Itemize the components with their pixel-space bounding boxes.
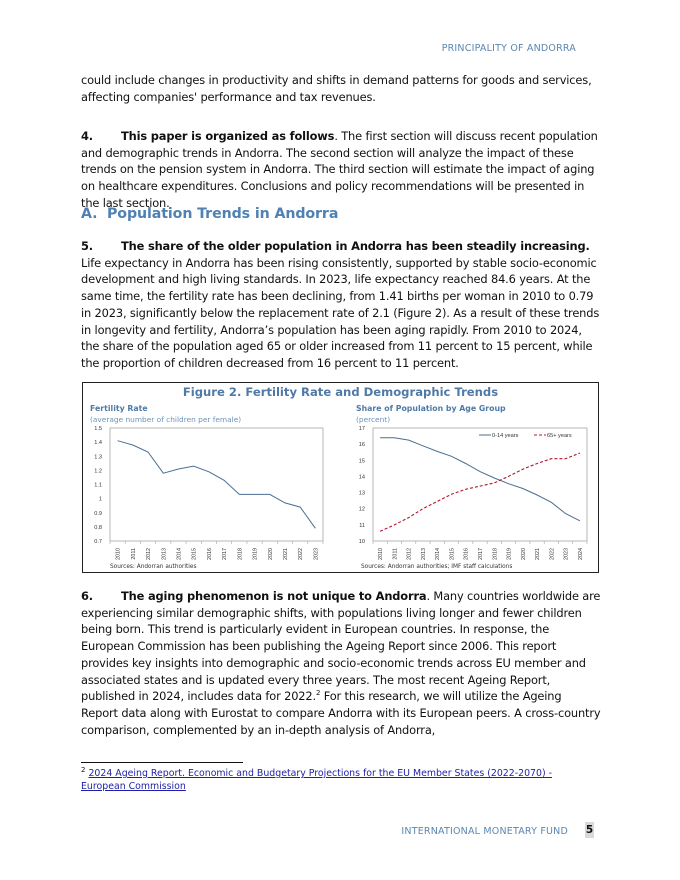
x-tick-label: 2015 [449, 548, 456, 560]
y-tick-label: 0.9 [94, 510, 102, 517]
x-tick-label: 2015 [191, 548, 198, 560]
x-tick-label: 2023 [313, 548, 320, 560]
plot-area [373, 428, 587, 541]
x-tick-label: 2014 [176, 548, 183, 560]
x-tick-label: 2020 [520, 548, 527, 560]
x-tick-label: 2023 [563, 548, 570, 560]
footnote-reference[interactable]: 2 [315, 689, 321, 698]
page-number: 5 [585, 824, 594, 836]
left-panel-title: Fertility Rate [90, 404, 148, 413]
footer-label: INTERNATIONAL MONETARY FUND [401, 826, 568, 837]
fertility-rate-chart [83, 423, 343, 563]
y-tick-label: 15 [358, 458, 365, 465]
y-tick-label: 1.2 [94, 468, 102, 475]
y-tick-label: 10 [358, 539, 365, 545]
y-tick-label: 16 [358, 442, 365, 449]
legend-entry: 0-14 years [492, 433, 519, 439]
y-tick-label: 12 [358, 506, 365, 513]
paragraph-continued: could include changes in productivity and shifts in demand patterns for goods and services, affecting companies' performance and tax revenues. [81, 73, 592, 104]
x-tick-label: 2013 [420, 548, 427, 560]
x-tick-label: 2020 [267, 548, 274, 560]
paragraph-body: . The first section will discuss recent population and demographic trends in Andorra. The second section will analyze the impact of these trends on the pension system in Andorra. The third section will estimate the impact of aging on healthcare expenditures. Conclusions and policy recommendations will be presented in the last section. [81, 129, 598, 210]
y-tick-label: 1.4 [94, 440, 102, 447]
footnote-link[interactable]: 2024 Ageing Report. Economic and Budgetary Projections for the EU Member States (2022-2070) - European Commission [81, 768, 552, 792]
running-header: PRINCIPALITY OF ANDORRA [441, 43, 576, 54]
figure-title: Figure 2. Fertility Rate and Demographic Trends [182, 385, 499, 399]
x-tick-label: 2019 [252, 548, 259, 560]
paragraph-lead: The aging phenomenon is not unique to Andorra [121, 589, 427, 603]
x-tick-label: 2024 [577, 548, 584, 560]
x-tick-label: 2021 [535, 548, 542, 560]
y-tick-label: 11 [359, 522, 365, 529]
series-line [380, 438, 580, 521]
section-title: Population Trends in Andorra [107, 206, 339, 222]
y-tick-label: 0.8 [94, 524, 102, 531]
paragraph-5 [81, 238, 601, 372]
x-tick-label: 2022 [549, 548, 556, 560]
x-tick-label: 2022 [298, 548, 305, 560]
x-tick-label: 2016 [463, 548, 470, 560]
x-tick-label: 2010 [378, 548, 385, 560]
figure-2 [82, 382, 599, 573]
y-tick-label: 1.1 [94, 482, 102, 489]
x-tick-label: 2016 [206, 548, 213, 560]
left-panel-subtitle: (average number of children per female) [90, 415, 242, 424]
plot-area [110, 428, 323, 541]
legend-entry: 65+ years [547, 433, 572, 439]
paragraph-body-continued: For this research, we will utilize the Ageing Report data along with Eurostat to compare Andorra with its European peers. A cross-country comparison, complemented by an in-depth analysis of Andorra, [81, 689, 601, 737]
footnote-separator [81, 762, 243, 763]
x-tick-label: 2013 [161, 548, 168, 560]
x-tick-label: 2012 [146, 548, 153, 560]
y-tick-label: 1 [98, 496, 102, 503]
right-panel-subtitle: (percent) [356, 415, 391, 424]
x-tick-label: 2017 [478, 548, 484, 560]
y-tick-label: 17 [358, 426, 365, 432]
y-tick-label: 13 [358, 490, 365, 497]
x-tick-label: 2018 [492, 548, 499, 560]
paragraph-lead: The share of the older population in Andorra has been steadily increasing. [121, 239, 590, 253]
paragraph-number: 5. [81, 239, 93, 253]
series-line [118, 441, 316, 529]
y-tick-label: 1.5 [94, 426, 102, 432]
x-tick-label: 2011 [130, 548, 137, 560]
right-source-note: Sources: Andorran authorities; IMF staff calculations [361, 564, 513, 570]
right-panel-title: Share of Population by Age Group [356, 404, 506, 413]
paragraph-6 [81, 588, 601, 738]
paragraph-4 [81, 128, 601, 212]
paragraph-lead: This paper is organized as follows [121, 129, 335, 143]
footnote-marker: 2 [81, 765, 86, 774]
paragraph-body: . Many countries worldwide are experiencing similar demographic shifts, with populations living longer and fewer children being born. This trend is particularly evident in European countries. In response, the European Commission has been publishing the Ageing Report since 2006. This report provides key insights into demographic and socio-economic trends across EU member and associated states and is updated every three years. The most recent Ageing Report, published in 2024, includes data for 2022. [81, 589, 601, 704]
paragraph-number: 4. [81, 129, 93, 143]
paragraph-body: Life expectancy in Andorra has been rising consistently, supported by stable socio-economic development and high living standards. In 2023, life expectancy reached 84.6 years. At the same time, the fertility rate has been declining, from 1.41 births per woman in 2010 to 0.79 in 2023, significantly below the replacement rate of 2.1 (Figure 2). As a result of these trends in longevity and fertility, Andorra’s population has been aging rapidly. From 2010 to 2024, the share of the population aged 65 or older increased from 11 percent to 15 percent, while the proportion of children decreased from 16 percent to 11 percent. [81, 255, 600, 370]
paragraph-number: 6. [81, 589, 93, 603]
population-share-chart [347, 423, 597, 563]
x-tick-label: 2010 [115, 548, 122, 560]
y-tick-label: 14 [358, 474, 365, 481]
y-tick-label: 0.7 [94, 539, 102, 545]
section-heading [81, 206, 338, 222]
x-tick-label: 2019 [506, 548, 513, 560]
x-tick-label: 2018 [237, 548, 244, 560]
footnote [81, 767, 581, 793]
series-line [380, 453, 580, 531]
x-tick-label: 2017 [222, 548, 229, 560]
section-letter: A. [81, 206, 98, 222]
left-source-note: Sources: Andorran authorities [110, 564, 197, 570]
x-tick-label: 2021 [282, 548, 289, 560]
x-tick-label: 2011 [392, 548, 399, 560]
x-tick-label: 2014 [435, 548, 442, 560]
y-tick-label: 1.3 [94, 454, 102, 461]
x-tick-label: 2012 [406, 548, 413, 560]
